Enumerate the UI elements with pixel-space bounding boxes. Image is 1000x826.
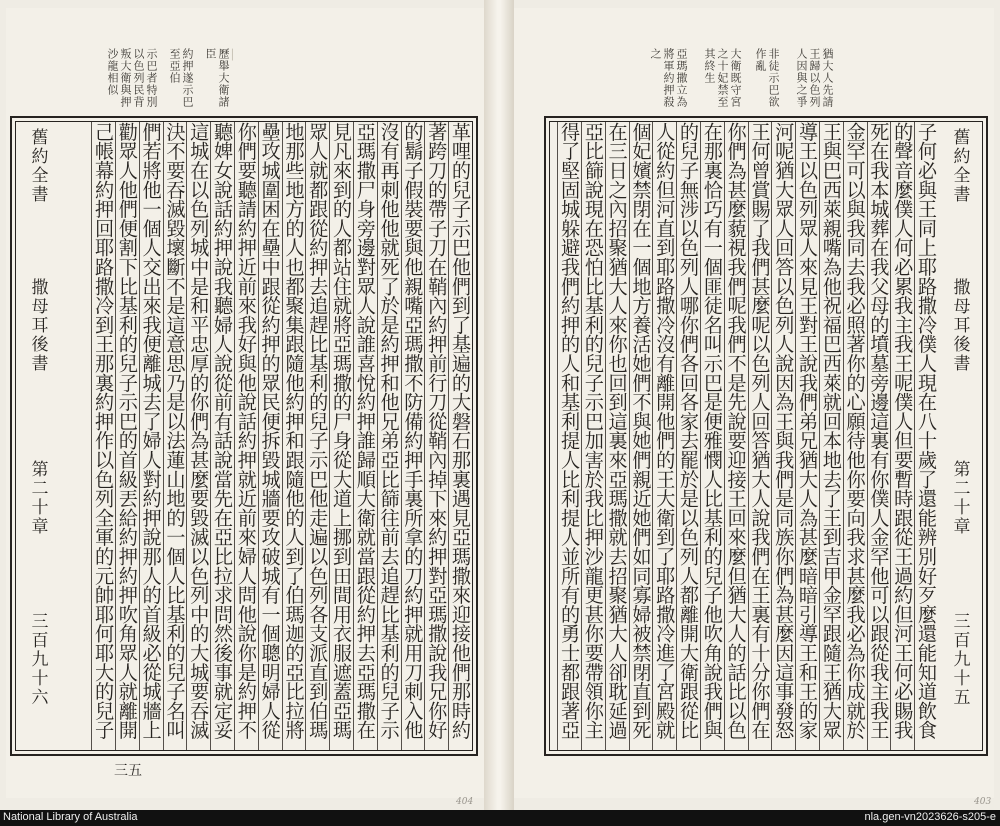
archive-footer (0, 810, 1000, 826)
text-column: 的鬍子假裝要與他親嘴亞瑪撒不防備約押手裏所拿的刀約押就用刀刺入他 (401, 122, 425, 750)
book-title: 舊約全書 (949, 128, 970, 204)
right-body-text (550, 122, 938, 750)
text-column: 壘攻城圍困在壘中跟從約押的眾民便拆毀城牆要攻破城有一個聰明婦人從 (258, 122, 282, 750)
text-column: 在三日之內招聚猶大人來你也回到這裏來亞瑪撒就去招聚猶大人卻耽延過 (605, 122, 629, 750)
text-column: 勸眾人他們便割下比基利的兒子示巴的首級丟給約押約押吹角眾人就離開 (115, 122, 139, 750)
text-column: 人從約但河直到耶路撒冷沒有離開他們的王大衛到了耶路撒冷進了宮殿就 (652, 122, 676, 750)
left-page (6, 8, 484, 807)
text-column: 在那裏恰巧有一個匪徒名叫示巴是便雅憫人比基利的兒子他吹角說我們與 (700, 122, 724, 750)
text-column: 聽婢女說話約押說我聽婦人說從前有話說當先在亞比拉求問然後事就定妥 (210, 122, 234, 750)
text-column: 亞比篩說現在恐怕比基利的兒子示巴加害於我比押沙龍更甚你要帶領你主 (581, 122, 605, 750)
text-column: 亞瑪撒尸身旁邊對眾人說誰喜悅約押誰歸順大衛就當跟從約押去亞瑪撒在 (353, 122, 377, 750)
page-number: 三百九十六 (27, 612, 48, 707)
margin-note: 示巴者特別以色列民背叛大衛與押沙龍相似 (106, 48, 158, 108)
right-page (514, 8, 994, 807)
pencil-mark: 404 (456, 797, 474, 807)
text-column: 得了堅固城躲避我們約押的人和基利提人比利提人並所有的勇士都跟著亞 (557, 122, 581, 750)
page-number: 三百九十五 (949, 612, 970, 707)
margin-note: 非徒示巴欲作亂 (754, 48, 780, 108)
margin-note: 大衛既守宮之十妃禁至其終生 (703, 48, 742, 108)
text-column: 個妃嬪禁閉在一個地方養活她們不與她們親近她們如同寡婦被禁閉直到死 (629, 122, 653, 750)
chapter-label: 第二十章 (27, 460, 48, 536)
text-column: 導王以色列眾人來見王對王說我們弟兄猶大人為甚麼暗暗引導王和王的家 (795, 122, 819, 750)
margin-note: 歷舉大衛諸臣 (204, 48, 230, 108)
margin-note: 亞瑪撒立為將軍約押殺之 (649, 48, 688, 108)
text-column: 這城在以色列城中是和平忠厚的你們為甚麼要毀滅以色列中的大城要吞滅 (186, 122, 210, 750)
text-column: 你們為甚麼藐視我們呢我們不是先說要迎接王回來麼但猶大人的話比以色 (724, 122, 748, 750)
margin-note: 約押遂示巴至亞伯 (168, 48, 194, 108)
text-column: 見凡來到的人都站住就將亞瑪撒的尸身從大道上挪到田間用衣服遮蓋亞瑪 (329, 122, 353, 750)
text-column: 河呢猶大眾人回答以色列人說因為王與我們是同族你們為甚麼因這事發怒 (771, 122, 795, 750)
text-column: 子何必與王同上耶路撒冷僕人現在八十歲了還能辨別好歹麼還能知道飲食 (914, 122, 938, 750)
book-name: 撒母耳後書 (27, 278, 48, 373)
book-name: 撒母耳後書 (949, 278, 970, 373)
right-notes (614, 48, 834, 110)
text-column: 死在我本城葬在我父母的墳墓旁邊這裏有你僕人金罕他可以跟從我主我王 (867, 122, 891, 750)
item-identifier: nla.gen-vn2023626-s205-e (864, 811, 996, 823)
text-column: 王何曾賞賜了我們甚麼呢以色列人回答猶大人說我們在王裏有十分你們在 (748, 122, 772, 750)
library-credit: National Library of Australia (3, 811, 138, 823)
chapter-label: 第二十章 (949, 460, 970, 536)
margin-note: 猶大人先請王歸以色列人因與之爭 (795, 48, 834, 108)
left-notes (30, 48, 230, 110)
left-running-header (16, 122, 60, 750)
right-running-header (938, 122, 982, 750)
left-text-frame (10, 116, 478, 756)
text-column: 沒有再刺他他就死了於是約押和他兄弟亞比篩往前去追趕比基利的兒子示 (377, 122, 401, 750)
book-gutter (484, 0, 514, 810)
text-column: 的兒子無涉以色列人哪你們各回各家去罷於是以色列人都離開大衛跟從比 (676, 122, 700, 750)
bleed-through: ▏ (232, 50, 240, 61)
book-title: 舊約全書 (27, 128, 48, 204)
text-column: 眾人就都跟從約押去追趕比基利的兒子示巴他走遍以色列各支派直到伯瑪 (305, 122, 329, 750)
text-column: 己帳幕約押回耶路撒冷到王那裏約押作以色列全軍的元帥耶何耶大的兒子 (91, 122, 115, 750)
pencil-mark: 403 (974, 797, 992, 807)
text-column: 地那些地方的人也都聚集跟隨他約押和跟隨他的人到了伯瑪迦的亞比拉將 (282, 122, 306, 750)
text-column: 王與巴西萊親嘴為他祝福巴西萊就回本地去了王到吉甲金罕跟隨王猶大眾 (819, 122, 843, 750)
text-column: 革哩的兒子示巴他們到了基遍的大磐石那裏遇見亞瑪撒來迎接他們那時約 (448, 122, 472, 750)
text-column: 們若將他一個人交出來我便離城去了婦人對約押說那人的首級必從城牆上 (139, 122, 163, 750)
left-body-text (60, 122, 472, 750)
text-column: 著跨刀的帶子刀在鞘內約押前行刀從鞘內掉下來約押對亞瑪撒說我兄你好 (424, 122, 448, 750)
text-column: 的聲音麼僕人何必累我主我王呢僕人但要暫時跟從王過約但河王何必賜我 (890, 122, 914, 750)
text-column: 你們要聽請約押近前來我好與他說話約押就近前來婦人問他說你是約押不 (234, 122, 258, 750)
text-column: 金罕可以與我同去我必照著你的心願待他你要向我求甚麼我必為你成就於 (843, 122, 867, 750)
text-column: 決不要吞滅毀壞斷不是這意思乃是以法蓮山地的一個人比基利的兒子名叫 (163, 122, 187, 750)
right-text-frame (544, 116, 988, 756)
folio-number: 三五 (114, 763, 142, 779)
